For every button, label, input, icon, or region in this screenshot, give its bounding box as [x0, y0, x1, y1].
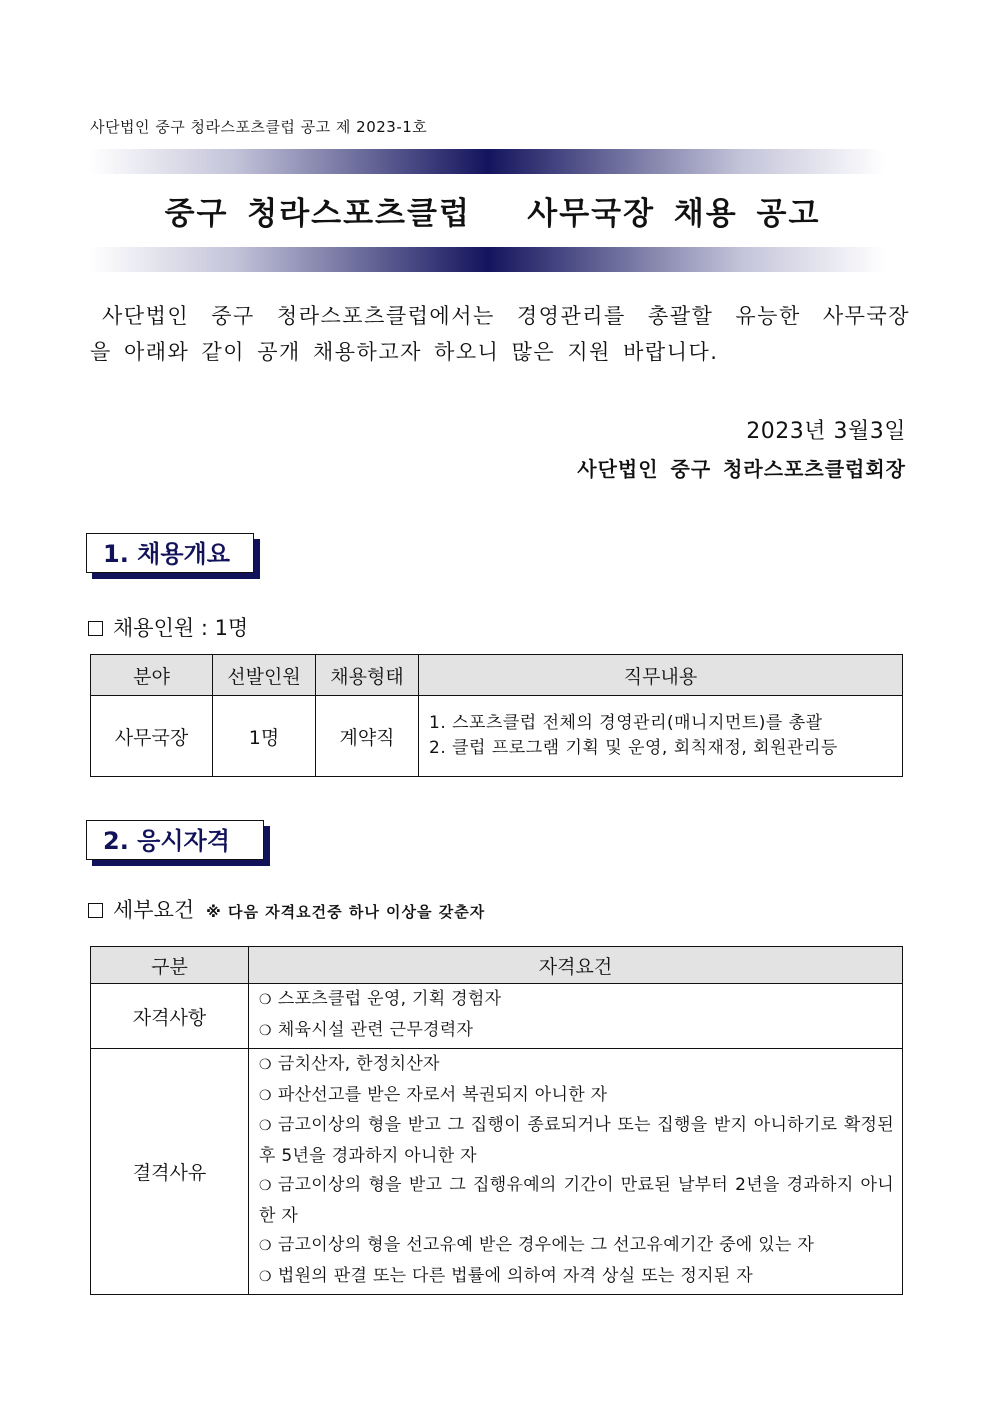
bullet-circle-icon: ❍ — [259, 1238, 272, 1254]
recruit-count-line — [88, 612, 248, 642]
bullet-circle-icon: ❍ — [259, 1118, 272, 1134]
cell-duties — [419, 696, 903, 777]
header-type: 채용형태 — [316, 655, 419, 696]
bullet-circle-icon: ❍ — [259, 1268, 272, 1285]
list-item: ❍ 파산선고를 받은 자로서 복권되지 아니한 자 — [259, 1084, 608, 1105]
cell-qualification-items — [249, 984, 903, 1049]
header-field: 분야 — [91, 655, 213, 696]
table-row — [91, 1049, 903, 1295]
cell-category-qualifications: 자격사항 — [91, 984, 249, 1049]
checkbox-icon — [88, 903, 103, 918]
list-item: ❍ 금고이상의 형을 받고 그 집행유예의 기간이 만료된 날부터 2년을 경과하지 아니한 자 — [259, 1175, 894, 1226]
bullet-circle-icon: ❍ — [259, 992, 272, 1008]
bullet-circle-icon: ❍ — [259, 1087, 272, 1104]
intro-line-2: 을 아래와 같이 공개 채용하고자 하오니 많은 지원 바랍니다. — [90, 340, 719, 364]
cell-count: 1명 — [213, 696, 316, 777]
bullet-circle-icon: ❍ — [259, 1022, 272, 1039]
decorative-band-top — [90, 149, 885, 174]
cell-type: 계약직 — [316, 696, 419, 777]
list-item: ❍ 체육시설 관련 근무경력자 — [259, 1019, 474, 1040]
table-header-row — [91, 947, 903, 984]
recruitment-table — [90, 654, 903, 777]
decorative-band-bottom — [90, 247, 885, 272]
table-header-row — [91, 655, 903, 696]
notice-number: 사단법인 중구 청라스포츠클럽 공고 제 2023-1호 — [90, 118, 428, 136]
list-item: ❍ 스포츠클럽 운영, 기획 경험자 — [259, 989, 502, 1009]
list-item: ❍ 금치산자, 한정치산자 — [259, 1054, 440, 1074]
page-title: 중구 청라스포츠클럽 사무국장 채용 공고 — [164, 196, 821, 232]
header-count: 선발인원 — [213, 655, 316, 696]
cell-field: 사무국장 — [91, 696, 213, 777]
header-requirements: 자격요건 — [249, 947, 903, 984]
header-category: 구분 — [91, 947, 249, 984]
section-heading-overview: 1. 채용개요 — [86, 533, 254, 573]
cell-disqualification-items — [249, 1049, 903, 1295]
checkbox-icon — [88, 621, 103, 636]
cell-category-disqualifications: 결격사유 — [91, 1049, 249, 1295]
table-row — [91, 984, 903, 1049]
list-item: ❍ 금고이상의 형을 선고유예 받은 경우에는 그 선고유예기간 중에 있는 자 — [259, 1235, 815, 1255]
section-heading-eligibility: 2. 응시자격 — [86, 820, 264, 860]
issuer-name: 사단법인 중구 청라스포츠클럽회장 — [577, 457, 906, 481]
intro-paragraph — [90, 298, 910, 370]
recruit-count-label: 채용인원 : 1명 — [113, 616, 249, 640]
list-item: ❍ 금고이상의 형을 받고 그 집행이 종료되거나 또는 집행을 받지 아니하기로 확정된 후 5년을 경과하지 아니한 자 — [259, 1115, 894, 1166]
intro-line-1: 사단법인 중구 청라스포츠클럽에서는 경영관리를 총괄할 유능한 사무국장 — [102, 304, 910, 328]
duty-item: 2. 클럽 프로그램 기획 및 운영, 회칙재정, 회원관리등 — [429, 738, 838, 758]
header-duties: 직무내용 — [419, 655, 903, 696]
list-item: ❍ 법원의 판결 또는 다른 법률에 의하여 자격 상실 또는 정지된 자 — [259, 1265, 753, 1286]
eligibility-table — [90, 946, 903, 1295]
announcement-date: 2023년 3월3일 — [746, 419, 906, 444]
duty-item: 1. 스포츠클럽 전체의 경영관리(매니지먼트)를 총괄 — [429, 713, 823, 733]
bullet-circle-icon: ❍ — [259, 1057, 272, 1073]
detail-requirements-label: 세부요건 — [113, 898, 195, 922]
requirements-note: ※ 다음 자격요건중 하나 이상을 갖춘자 — [206, 903, 486, 921]
bullet-circle-icon: ❍ — [259, 1178, 272, 1194]
detail-requirements-line — [88, 894, 485, 924]
table-row — [91, 696, 903, 777]
